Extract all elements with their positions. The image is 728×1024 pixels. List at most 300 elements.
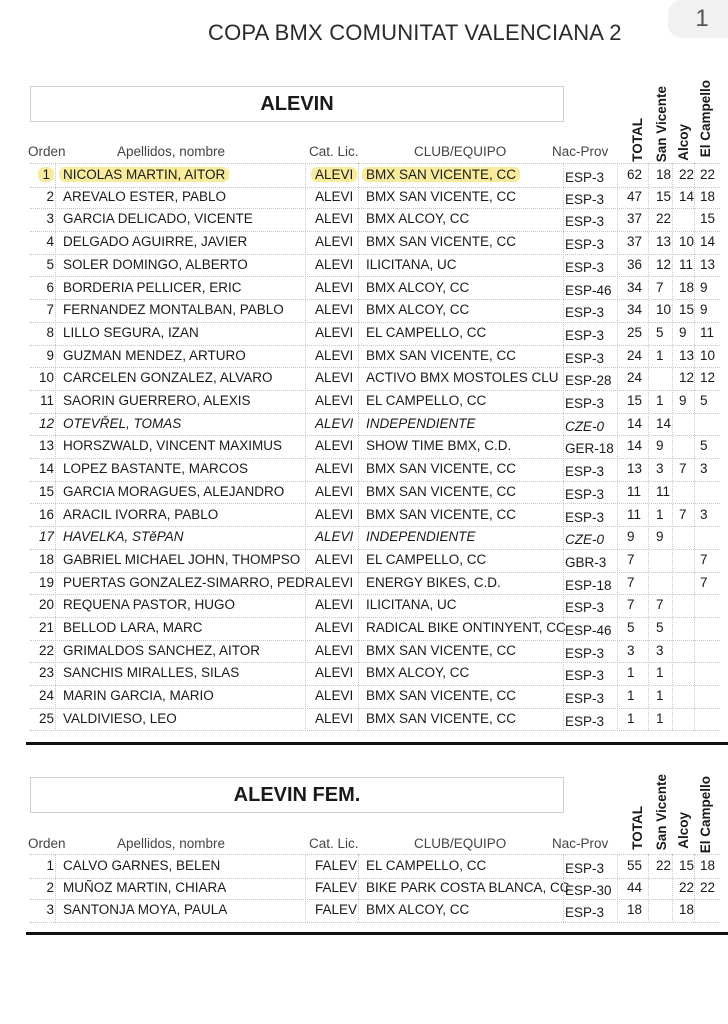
row-club-text: BIKE PARK COSTA BLANCA, CC — [366, 879, 570, 895]
row-name-text: GARCIA DELICADO, VICENTE — [63, 211, 253, 227]
row-cat-text: ALEVI — [315, 256, 354, 272]
row-orden — [30, 481, 54, 503]
row-el-campello — [700, 277, 708, 299]
row-club-text: EL CAMPELLO, CC — [366, 551, 487, 567]
row-orden — [30, 322, 54, 344]
row-nac-text: ESP-46 — [565, 623, 612, 638]
row-nac — [565, 484, 604, 506]
row-club — [366, 367, 559, 389]
row-club — [366, 231, 516, 253]
row-cat — [315, 594, 353, 616]
row-cat — [315, 208, 353, 230]
row-cat — [315, 481, 353, 503]
row-alcoy — [679, 164, 694, 186]
row-club-text: BMX SAN VICENTE, CC — [366, 234, 517, 250]
row-el-campello-text: 12 — [700, 370, 716, 386]
row-orden — [30, 526, 54, 548]
row-nac — [565, 438, 614, 460]
row-nac-text: ESP-3 — [565, 905, 605, 921]
row-cat-text: ALEVI — [315, 211, 354, 227]
column-separator — [358, 854, 359, 922]
row-el-campello — [700, 231, 715, 253]
row-alcoy-text: 22 — [679, 167, 695, 182]
row-name — [63, 662, 239, 684]
row-orden — [30, 549, 54, 571]
row-san-vicente — [656, 481, 670, 503]
row-alcoy — [679, 367, 694, 389]
row-el-campello — [700, 367, 715, 389]
row-nac-text: ESP-3 — [565, 464, 605, 480]
row-orden — [30, 458, 54, 480]
row-name — [63, 526, 184, 548]
row-cat-text: ALEVI — [315, 506, 354, 522]
row-nac-text: ESP-3 — [565, 645, 605, 661]
row-name — [63, 481, 284, 503]
row-name — [63, 186, 226, 208]
row-club-text: ENERGY BIKES, C.D. — [366, 574, 501, 590]
row-orden-text: 7 — [46, 302, 54, 318]
row-name — [63, 549, 300, 571]
row-nac-text: CZE-0 — [565, 532, 605, 548]
col-header-san-vicente: San Vicente — [654, 86, 669, 163]
row-cat-text: ALEVI — [315, 710, 354, 726]
row-name-text: PUERTAS GONZALEZ-SIMARRO, PEDR — [63, 574, 315, 590]
row-name — [63, 617, 203, 639]
col-header-total: TOTAL — [630, 118, 645, 162]
row-cat-text: FALEV — [315, 902, 358, 918]
row-total — [627, 685, 635, 707]
row-nac — [565, 302, 604, 324]
row-club-text: BMX SAN VICENTE, CC — [366, 688, 517, 704]
row-san-vicente-text: 9 — [656, 529, 664, 545]
row-club-text: EL CAMPELLO, CC — [366, 324, 487, 340]
row-orden-text: 4 — [46, 234, 54, 250]
row-nac — [565, 416, 604, 438]
row-club-text: RADICAL BIKE ONTINYENT, CC — [366, 620, 566, 635]
row-total — [627, 458, 642, 480]
row-total-text: 7 — [627, 551, 635, 567]
row-cat-text: ALEVI — [315, 393, 354, 408]
row-alcoy-text: 7 — [679, 506, 687, 522]
row-cat-text: ALEVI — [315, 665, 354, 681]
row-nac-text: ESP-46 — [565, 282, 612, 298]
row-name — [63, 254, 248, 276]
row-el-campello-text: 18 — [700, 858, 716, 873]
column-separator — [617, 163, 618, 731]
row-el-campello — [700, 549, 708, 571]
row-nac-text: ESP-3 — [565, 237, 605, 253]
row-total — [627, 504, 641, 526]
row-cat — [315, 322, 353, 344]
row-name — [63, 208, 253, 230]
row-cat — [315, 458, 353, 480]
row-name — [63, 572, 315, 594]
row-club — [366, 277, 469, 299]
row-name-text: LOPEZ BASTANTE, MARCOS — [63, 461, 249, 477]
row-cat-text: ALEVI — [315, 347, 354, 363]
row-orden — [30, 855, 54, 877]
col-header-club: CLUB/EQUIPO — [414, 836, 507, 851]
column-separator — [672, 163, 673, 731]
row-alcoy — [679, 254, 693, 276]
row-san-vicente — [656, 231, 671, 253]
row-club-text: BMX ALCOY, CC — [366, 279, 470, 295]
row-cat — [315, 855, 357, 877]
row-cat — [315, 345, 353, 367]
row-san-vicente — [656, 390, 664, 412]
row-san-vicente-text: 9 — [656, 438, 664, 454]
column-separator — [694, 854, 695, 922]
row-orden-text: 24 — [38, 688, 54, 704]
row-total-text: 14 — [627, 438, 643, 454]
row-orden — [30, 708, 54, 730]
row-orden — [30, 390, 54, 412]
row-alcoy-text: 22 — [679, 879, 695, 895]
column-separator — [563, 163, 564, 731]
row-cat-text: ALEVI — [315, 302, 354, 318]
row-san-vicente-text: 22 — [656, 211, 672, 227]
row-orden — [30, 345, 54, 367]
row-san-vicente — [656, 458, 664, 480]
row-orden-text: 12 — [38, 415, 54, 431]
row-orden — [30, 208, 54, 230]
row-name-text: HORSZWALD, VINCENT MAXIMUS — [63, 438, 283, 454]
row-alcoy-text: 15 — [679, 858, 695, 873]
row-san-vicente-text: 1 — [656, 688, 664, 704]
row-san-vicente — [656, 413, 671, 435]
row-club — [366, 435, 511, 457]
row-san-vicente-text: 13 — [656, 234, 672, 250]
row-nac-text: ESP-3 — [565, 305, 605, 321]
row-name — [63, 708, 177, 730]
row-club — [366, 594, 457, 616]
row-el-campello-text: 5 — [700, 393, 708, 408]
section-divider — [26, 742, 728, 745]
row-orden-text: 20 — [38, 597, 54, 613]
row-name-text: MARIN GARCIA, MARIO — [63, 688, 214, 704]
row-orden-text: 8 — [46, 324, 54, 340]
row-el-campello — [700, 855, 715, 877]
page-number-badge — [668, 0, 728, 38]
row-name-text: SOLER DOMINGO, ALBERTO — [63, 256, 248, 272]
row-cat — [315, 685, 353, 707]
row-club-text: ILICITANA, UC — [366, 256, 457, 272]
row-total — [627, 345, 642, 367]
row-orden — [30, 413, 54, 435]
category-title: ALEVIN FEM. — [30, 777, 564, 813]
row-club-text: EL CAMPELLO, CC — [366, 858, 487, 873]
row-name — [63, 231, 247, 253]
row-cat-text: ALEVI — [315, 642, 354, 658]
row-el-campello — [700, 435, 708, 457]
row-alcoy — [679, 390, 687, 412]
row-el-campello-text: 18 — [700, 188, 716, 204]
row-el-campello — [700, 254, 715, 276]
row-nac — [565, 257, 604, 279]
row-el-campello-text: 14 — [700, 234, 716, 250]
row-nac-text: ESP-3 — [565, 170, 605, 185]
col-header-alcoy: Alcoy — [676, 124, 691, 161]
row-cat — [315, 231, 353, 253]
row-name — [63, 855, 220, 877]
row-name-text: ARACIL IVORRA, PABLO — [63, 506, 219, 522]
row-san-vicente-text: 5 — [656, 324, 664, 340]
row-orden-text: 14 — [38, 461, 54, 477]
row-san-vicente-text: 7 — [656, 279, 664, 295]
row-san-vicente — [656, 640, 664, 662]
column-separator — [617, 854, 618, 922]
row-san-vicente-text: 1 — [656, 393, 664, 408]
row-alcoy-text: 9 — [679, 324, 687, 340]
row-alcoy-text: 9 — [679, 393, 687, 408]
row-el-campello-text: 5 — [700, 438, 708, 454]
row-club — [366, 899, 469, 921]
row-alcoy — [679, 322, 687, 344]
row-club — [366, 662, 469, 684]
row-total — [627, 231, 642, 253]
row-cat-text: ALEVI — [315, 597, 354, 613]
row-san-vicente-text: 12 — [656, 256, 672, 272]
col-header-total: TOTAL — [630, 806, 645, 850]
row-cat — [315, 526, 353, 548]
row-nac — [565, 575, 612, 597]
row-nac-text: ESP-3 — [565, 350, 605, 366]
column-separator — [55, 163, 56, 731]
row-club-text: BMX SAN VICENTE, CC — [366, 506, 517, 522]
row-nac — [565, 643, 604, 665]
column-separator — [672, 854, 673, 922]
row-nac-text: ESP-3 — [565, 486, 605, 502]
row-nac — [565, 280, 612, 302]
row-san-vicente — [656, 322, 664, 344]
row-total — [627, 299, 642, 321]
row-club — [366, 390, 486, 412]
row-el-campello-text: 3 — [700, 461, 708, 477]
row-san-vicente-text: 15 — [656, 188, 672, 204]
row-el-campello-text: 22 — [700, 167, 716, 182]
row-san-vicente — [656, 685, 664, 707]
row-club — [366, 526, 476, 548]
row-alcoy-text: 18 — [679, 902, 695, 918]
row-orden — [30, 299, 54, 321]
row-nac — [565, 234, 604, 256]
column-separator — [305, 163, 306, 731]
row-alcoy — [679, 877, 694, 899]
row-club-text: BMX SAN VICENTE, CC — [366, 461, 517, 477]
row-nac — [565, 461, 604, 483]
row-name — [63, 367, 273, 389]
col-header-name: Apellidos, nombre — [117, 144, 226, 159]
row-total — [627, 390, 642, 412]
row-orden — [30, 572, 54, 594]
row-cat — [315, 662, 353, 684]
row-alcoy — [679, 855, 694, 877]
row-total-text: 11 — [627, 483, 642, 499]
row-san-vicente-text: 1 — [656, 710, 664, 726]
row-total — [627, 481, 641, 503]
row-alcoy-text: 14 — [679, 188, 695, 204]
row-el-campello — [700, 504, 708, 526]
row-name — [63, 877, 226, 899]
row-cat-text: ALEVI — [315, 574, 354, 590]
row-nac — [565, 507, 604, 529]
row-orden — [30, 685, 54, 707]
row-name-text: AREVALO ESTER, PABLO — [63, 188, 227, 204]
row-cat — [315, 413, 353, 435]
row-cat — [315, 164, 357, 186]
row-san-vicente-text: 5 — [656, 620, 664, 635]
row-club-text: ACTIVO BMX MOSTOLES CLU — [366, 370, 559, 386]
col-header-orden: Orden — [28, 836, 66, 851]
row-alcoy-text: 10 — [679, 234, 695, 250]
row-cat-text: ALEVI — [315, 370, 354, 386]
row-orden-text: 13 — [38, 438, 54, 454]
row-alcoy — [679, 277, 694, 299]
row-cat-text: ALEVI — [315, 529, 354, 545]
row-club — [366, 617, 566, 639]
row-total-text: 55 — [627, 858, 643, 873]
col-header-name: Apellidos, nombre — [117, 836, 226, 851]
row-el-campello-text: 3 — [700, 506, 708, 522]
row-el-campello-text: 11 — [700, 324, 715, 340]
row-el-campello — [700, 390, 708, 412]
row-cat — [315, 254, 353, 276]
row-club-text: BMX SAN VICENTE, CC — [366, 483, 517, 499]
row-nac-text: ESP-3 — [565, 600, 605, 616]
row-total-text: 11 — [627, 506, 642, 522]
row-san-vicente — [656, 164, 671, 186]
row-orden-text: 10 — [38, 370, 54, 386]
row-orden — [30, 617, 54, 639]
row-cat — [315, 435, 353, 457]
row-san-vicente-text: 3 — [656, 461, 664, 477]
row-cat-text: ALEVI — [315, 188, 354, 204]
row-club — [366, 708, 516, 730]
row-club — [366, 345, 516, 367]
row-total — [627, 708, 635, 730]
row-orden-text: 25 — [38, 710, 54, 726]
row-alcoy-text: 18 — [679, 279, 695, 295]
row-club — [366, 855, 486, 877]
row-orden — [30, 367, 54, 389]
row-name — [63, 594, 235, 616]
row-total — [627, 526, 635, 548]
row-total — [627, 413, 642, 435]
row-total-text: 7 — [627, 574, 635, 590]
row-total-text: 1 — [627, 710, 635, 726]
row-nac — [565, 393, 604, 415]
column-separator — [563, 854, 564, 922]
row-orden-text: 15 — [38, 483, 54, 499]
row-total — [627, 855, 642, 877]
row-nac-text: ESP-3 — [565, 327, 605, 343]
row-el-campello — [700, 299, 708, 321]
row-name-text: CARCELEN GONZALEZ, ALVARO — [63, 370, 273, 386]
row-san-vicente — [656, 186, 671, 208]
row-club-text: BMX ALCOY, CC — [366, 665, 470, 681]
row-name-text: GRIMALDOS SANCHEZ, AITOR — [63, 642, 261, 658]
row-club-text: BMX SAN VICENTE, CC — [366, 188, 517, 204]
row-orden-text: 1 — [38, 167, 54, 182]
row-club — [366, 254, 457, 276]
row-orden-text: 6 — [46, 279, 54, 295]
row-el-campello — [700, 877, 715, 899]
row-orden-text: 19 — [38, 574, 54, 590]
row-cat-text: ALEVI — [315, 620, 354, 635]
row-club — [366, 549, 486, 571]
row-orden-text: 21 — [38, 620, 54, 635]
row-club-text: EL CAMPELLO, CC — [366, 393, 487, 408]
row-el-campello-text: 22 — [700, 879, 716, 895]
column-separator — [305, 854, 306, 922]
row-total — [627, 617, 635, 639]
row-nac-text: GER-18 — [565, 441, 614, 457]
row-nac — [565, 620, 612, 642]
row-alcoy-text: 12 — [679, 370, 695, 386]
row-name — [63, 299, 284, 321]
row-nac-text: ESP-3 — [565, 191, 605, 207]
row-nac — [565, 348, 604, 370]
row-cat-text: ALEVI — [315, 324, 354, 340]
column-separator — [694, 163, 695, 731]
row-total — [627, 572, 635, 594]
row-total-text: 36 — [627, 256, 643, 272]
row-total-text: 7 — [627, 597, 635, 613]
row-name-text: VALDIVIESO, LEO — [63, 710, 177, 726]
row-nac — [565, 189, 604, 211]
row-orden-text: 1 — [46, 858, 54, 873]
row-san-vicente-text: 22 — [656, 858, 672, 873]
col-header-nac: Nac-Prov — [552, 836, 609, 851]
row-total-text: 47 — [627, 188, 643, 204]
row-orden-text: 16 — [38, 506, 54, 522]
col-header-san-vicente: San Vicente — [654, 774, 669, 851]
row-name-text: SANCHIS MIRALLES, SILAS — [63, 665, 240, 681]
row-orden — [30, 640, 54, 662]
row-orden-text: 23 — [38, 665, 54, 681]
row-total — [627, 594, 635, 616]
col-header-club: CLUB/EQUIPO — [414, 144, 507, 159]
row-club — [366, 640, 516, 662]
row-total-text: 37 — [627, 234, 643, 250]
row-nac — [565, 529, 604, 551]
row-nac-text: ESP-3 — [565, 509, 605, 525]
row-name — [63, 458, 248, 480]
row-cat — [315, 504, 353, 526]
row-alcoy — [679, 345, 694, 367]
row-total-text: 25 — [627, 324, 643, 340]
row-el-campello — [700, 208, 715, 230]
row-club-text: SHOW TIME BMX, C.D. — [366, 438, 512, 454]
row-orden-text: 11 — [39, 393, 54, 408]
row-total-text: 5 — [627, 620, 635, 635]
row-club — [366, 572, 501, 594]
row-club-text: ILICITANA, UC — [366, 597, 457, 613]
row-name — [63, 685, 214, 707]
row-cat-text: ALEVI — [315, 415, 354, 431]
section-divider — [26, 932, 728, 935]
row-cat — [315, 299, 353, 321]
row-alcoy — [679, 186, 694, 208]
row-name — [63, 413, 181, 435]
row-el-campello — [700, 458, 708, 480]
row-cat-text: ALEVI — [315, 551, 354, 567]
row-nac-text: ESP-18 — [565, 577, 612, 593]
row-cat — [315, 617, 353, 639]
row-san-vicente — [656, 662, 664, 684]
row-name-text: MUÑOZ MARTIN, CHIARA — [63, 879, 227, 895]
row-total-text: 3 — [627, 642, 635, 658]
